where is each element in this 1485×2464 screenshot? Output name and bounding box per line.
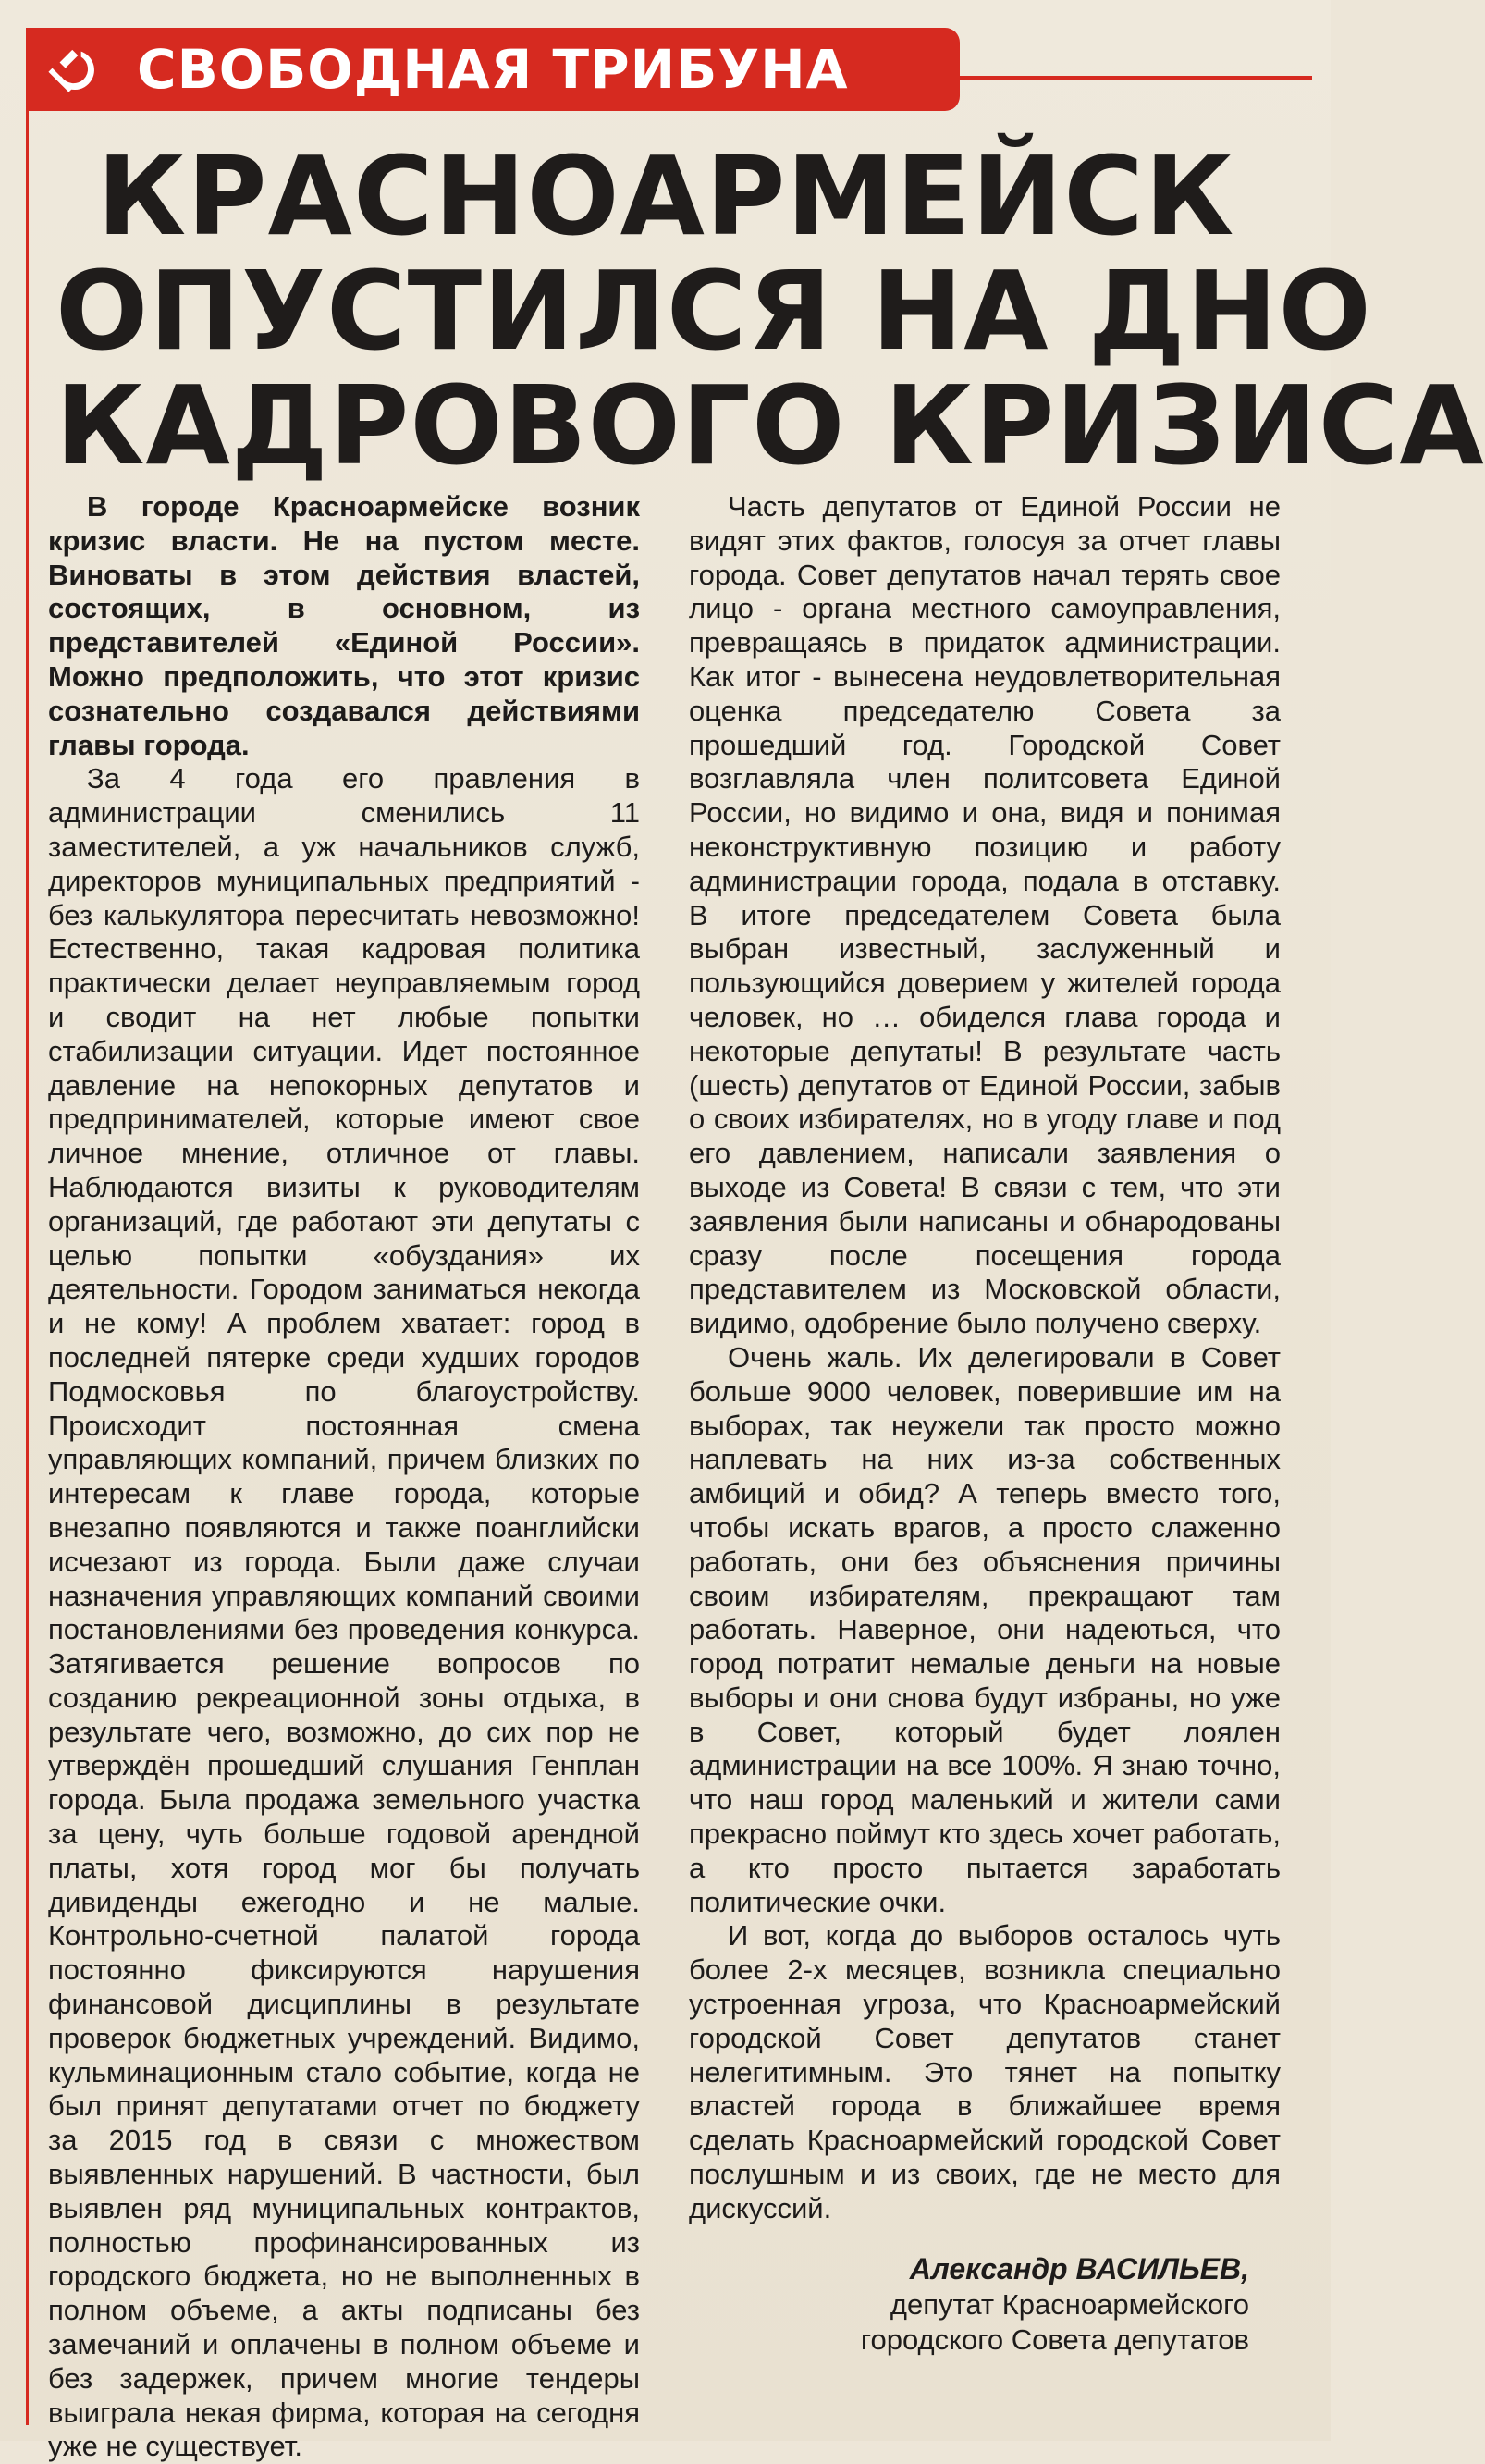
article-paragraph: Очень жаль. Их делегировали в Совет больше 9000 человек, поверившие им на выборах, так неужели так просто можно наплевать на них из-за собственных амбиций и обид? А теперь вместо того, чтобы искать врагов, а просто слаженно работать, они без объяснения причины своим избирателям, прекращают там работать. Наверное, они надеються, что город потратит немалые деньги на новые выборы и они снова будут избраны, но уже в Совет, который будет лоялен администрации на все 100%. Я знаю точно, что наш город маленький и жители сами прекрасно поймут кто здесь хочет работать, а кто просто пытается заработать политические очки.	[689, 1340, 1281, 1918]
author-signature	[768, 2250, 1249, 2358]
author-role: депутат Красноармейского	[890, 2288, 1249, 2321]
article-paragraph: И вот, когда до выборов осталось чуть более 2-х месяцев, возникла специально устроенная угроза, что Красноармейский городской Совет депутатов станет нелегитимным. Это тянет на попытку властей города в ближайшее время сделать Красноармейский городской Совет послушным и из своих, где не место для дискуссий.	[689, 1919, 1281, 2224]
headline-line-3: КАДРОВОГО КРИЗИСА	[55, 362, 1485, 489]
article-lead: В городе Красноармейске возник кризис власти. Не на пустом месте. Виноваты в этом действия властей, состоящих, в основном, из представителей «Единой России». Можно предположить, что этот кризис сознательно создавался действиями главы города.	[48, 490, 640, 761]
hammer-sickle-icon	[26, 28, 118, 111]
article-column-right	[689, 490, 1281, 2226]
headline	[55, 132, 1485, 489]
article-paragraph: Часть депутатов от Единой России не видят этих фактов, голосуя за отчет главы города. Совет депутатов начал терять свое лицо - органа местного самоуправления, превращаясь в придаток администрации. Как итог - вынесена неудовлетворительная оценка председателю Совета за прошедший год. Городской Совет возглавляла член политсовета Единой России, но видимо и она, видя и понимая неконструктивную позицию и работу администрации города, подала в отставку. В итоге председателем Совета была выбран известный, заслуженный и пользующийся доверием у жителей города человек, но … обиделся глава города и некоторые депутаты! В результате часть (шесть) депутатов от Единой России, забыв о своих избирателях, но в угоду главе и под его давлением, написали заявления о выходе из Совета! В связи с тем, что эти заявления были написаны и обнародованы сразу после посещения города представителем из Московской области, видимо, одобрение было получено сверху.	[689, 490, 1281, 1340]
headline-line-1: КРАСНОАРМЕЙСК	[96, 132, 1235, 260]
author-role: городского Совета депутатов	[860, 2323, 1249, 2356]
headline-line-2: ОПУСТИЛСЯ НА ДНО	[55, 247, 1372, 375]
rubric-title: СВОБОДНАЯ ТРИБУНА	[137, 38, 849, 101]
author-name: Александр ВАСИЛЬЕВ,	[909, 2252, 1249, 2285]
article-border	[26, 76, 29, 2425]
article-paragraph: За 4 года его правления в администрации сменились 11 заместителей, а уж начальников служб, директоров муниципальных предприятий - без калькулятора пересчитать невозможно! Естественно, такая кадровая политика практически делает неуправляемым город и сводит на нет любые попытки стабилизации ситуации. Идет постоянное давление на непокорных депутатов и предпринимателей, которые имеют свое личное мнение, отличное от главы. Наблюдаются визиты к руководителям организаций, где работают эти депутаты с целью попытки «обуздания» их деятельности. Городом заниматься некогда и не кому! А проблем хватает: город в последней пятерке среди худших городов Подмосковья по благоустройству. Происходит постоянная смена управляющих компаний, причем близких по интересам к главе города, которые внезапно появляются и также поанглийски исчезают из города. Были даже случаи назначения управляющих компаний своими постановлениями без проведения конкурса. Затягивается решение вопросов по созданию рекреационной зоны отдыха, в результате чего, возможно, до сих пор не утверждён прошедший слушания Генплан города. Была продажа земельного участка за цену, чуть больше годовой арендной платы, хотя город мог бы получать дивиденды ежегодно и не малые. Контрольно-счетной палатой города постоянно фиксируются нарушения финансовой дисциплины в результате проверок бюджетных учреждений. Видимо, кульминационным стало событие, когда не был принят депутатами отчет по бюджету за 2015 год в связи с множеством выявленных нарушений. В частности, был выявлен ряд муниципальных контрактов, полностью профинансированных из городского бюджета, но не выполненных в полном объеме, а акты подписаны без замечаний и оплачены в полном объеме и без задержек, причем многие тендеры выиграла некая фирма, которая на сегодня уже не существует.	[48, 762, 640, 2463]
article-column-left	[48, 490, 640, 2464]
rubric-banner	[26, 28, 960, 111]
